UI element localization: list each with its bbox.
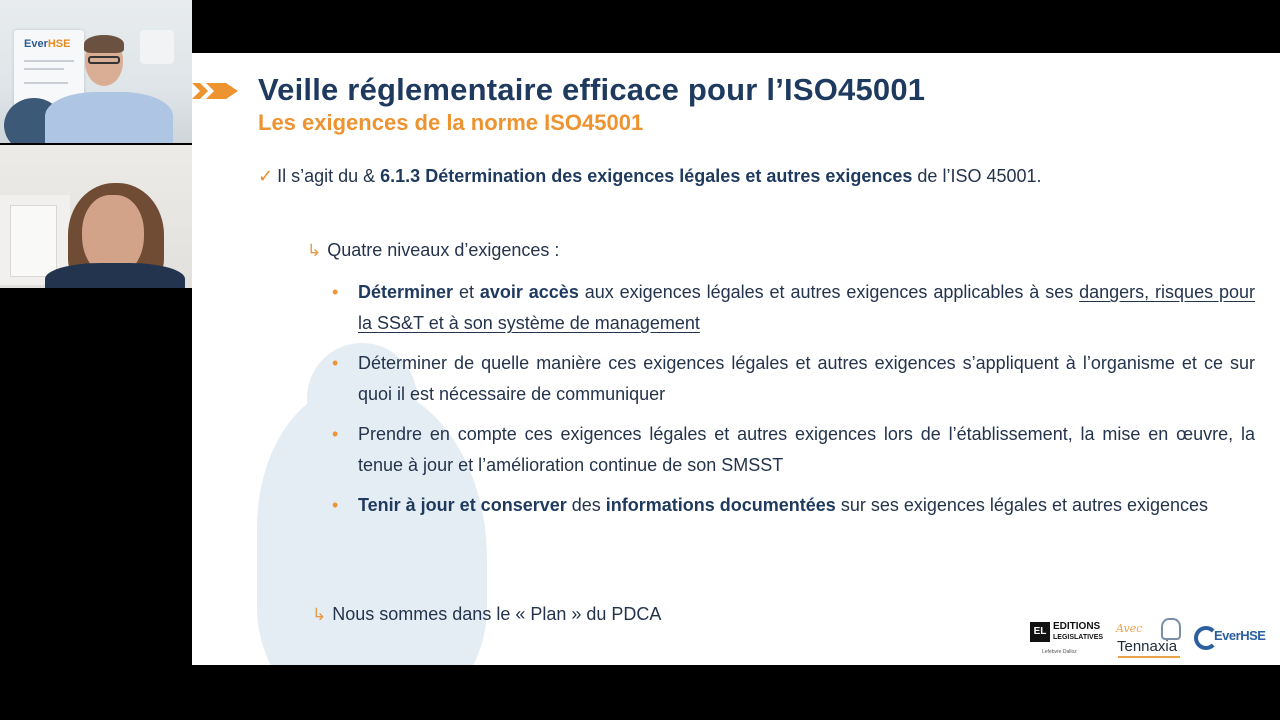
return-arrow-icon: ↳ — [307, 241, 322, 260]
rollup-brand: EverHSE — [24, 38, 71, 50]
list-item: • Tenir à jour et conserver des informations documentées sur ses exigences légales et autres exigences — [328, 490, 1255, 521]
intro-line: ✓ Il s’agit du & 6.1.3 Détermination des exigences légales et autres exigences de l’ISO 45001. — [258, 166, 1042, 186]
double-chevron-icon — [192, 80, 242, 102]
partner-logos: EL EDITIONS LEGISLATIVES Lefebvre Dalloz Avec Tennaxia EverHSE — [1028, 616, 1280, 661]
list-item: • Déterminer de quelle manière ces exigences légales et autres exigences s’appliquent à l’organisme et ce sur quoi il est nécessaire de communiquer — [328, 348, 1255, 410]
checkmark-icon: ✓ — [258, 166, 274, 186]
everhse-logo: EverHSE — [1214, 628, 1266, 643]
participant-figure — [45, 92, 173, 143]
shared-slide — [192, 53, 1280, 665]
requirements-list — [328, 277, 1255, 530]
bear-icon — [1161, 618, 1181, 640]
tennaxia-logo: Tennaxia — [1117, 638, 1178, 655]
list-item: • Prendre en compte ces exigences légales et autres exigences lors de l’établissement, la mise en œuvre, la tenue à jour et l’amélioration continue de son SMSST — [328, 419, 1255, 481]
bullet-icon: • — [332, 282, 339, 302]
participant-video-2[interactable] — [0, 145, 192, 288]
participant-video-1[interactable] — [0, 0, 192, 143]
bullet-icon: • — [332, 495, 339, 515]
slide-title: Veille réglementaire efficace pour l’ISO45001 — [258, 72, 926, 107]
bullet-icon: • — [332, 353, 339, 373]
slide-subtitle: Les exigences de la norme ISO45001 — [258, 110, 644, 135]
pdca-note: ↳ Nous sommes dans le « Plan » du PDCA — [312, 604, 662, 624]
levels-heading: ↳ Quatre niveaux d’exigences : — [307, 240, 560, 260]
background-window — [10, 205, 57, 277]
ceiling-lamp — [140, 30, 174, 64]
editions-legislatives-logo: EL — [1030, 622, 1050, 642]
bullet-icon: • — [332, 424, 339, 444]
list-item: • Déterminer et avoir accès aux exigences légales et autres exigences applicables à ses dangers, risques pour la SS&T et à son système de management — [328, 277, 1255, 339]
return-arrow-icon: ↳ — [312, 605, 327, 624]
